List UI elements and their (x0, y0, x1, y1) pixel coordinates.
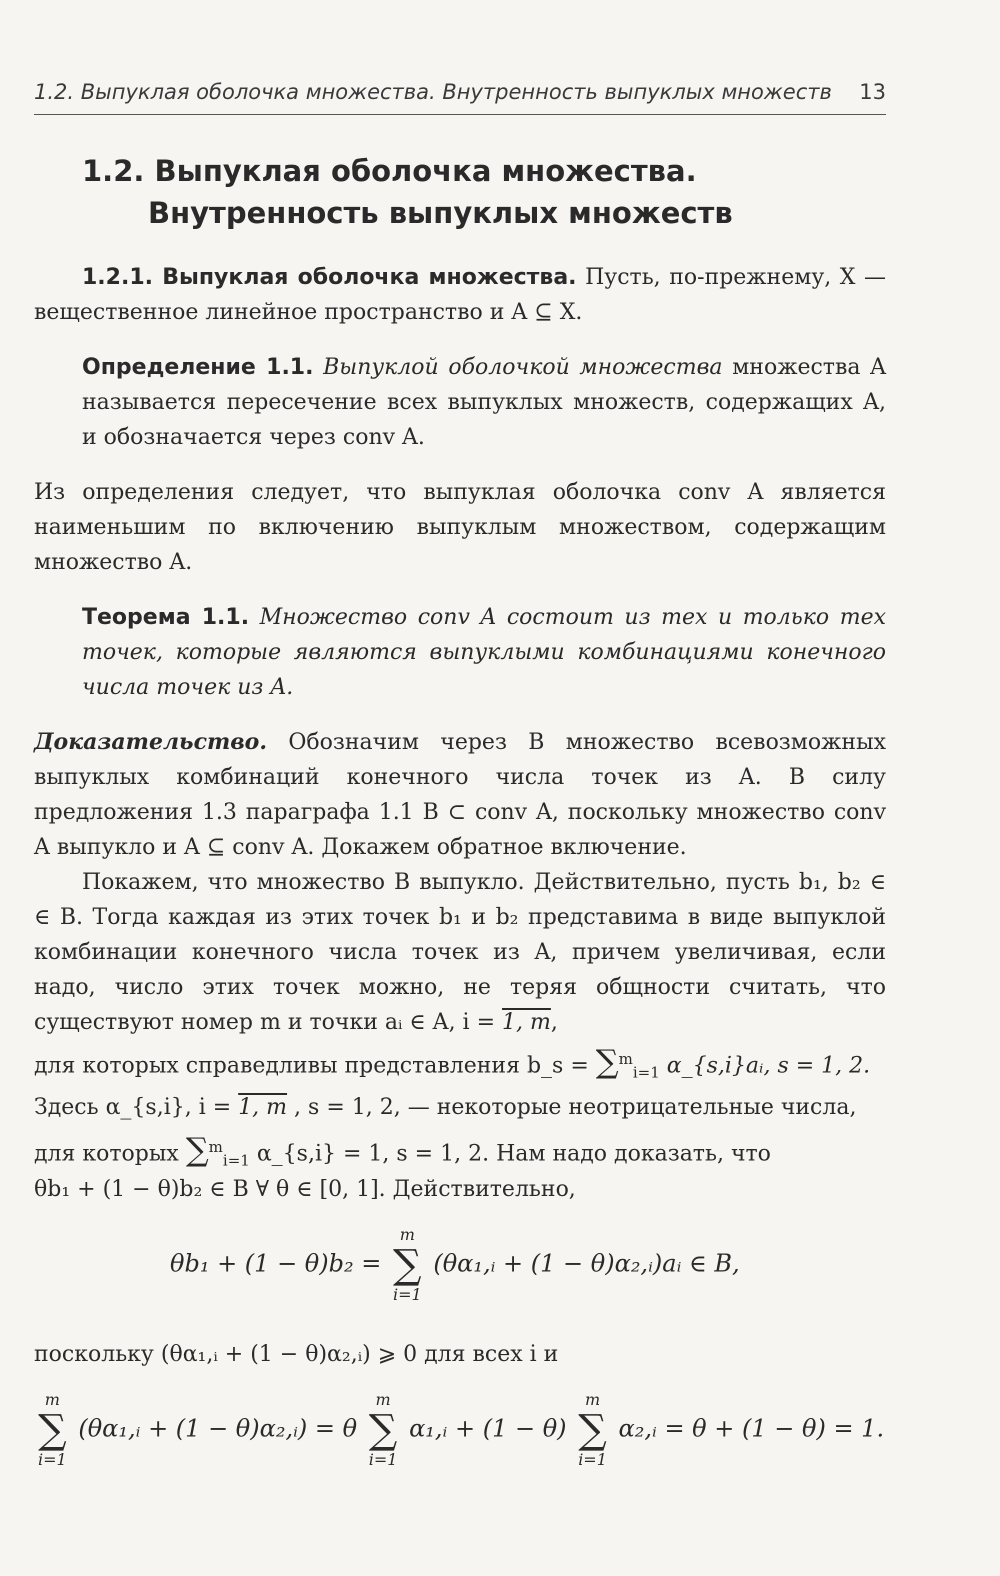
coefficients-line (34, 1090, 886, 1125)
sum-lower-inline-1: i=1 (632, 1063, 660, 1082)
index-range-2: 1, m (238, 1095, 288, 1120)
goal-line: θb₁ + (1 − θ)b₂ ∈ B ∀ θ ∈ [0, 1]. Действительно, (34, 1177, 576, 1202)
eq2-sum2-lower: i=1 (368, 1450, 398, 1469)
equation-2 (34, 1390, 884, 1470)
eq2-sum1-upper: m (44, 1390, 60, 1409)
sum-sign-icon: ∑ (393, 1242, 422, 1288)
definition-label: Определение 1.1. (82, 355, 314, 380)
section-title-line2: Внутренность выпуклых множеств (148, 196, 733, 230)
equation-1 (170, 1225, 740, 1305)
proof-text-2c: для которых справедливы представления b_s = (34, 1053, 589, 1079)
definition-text: множества A называется пересечение всех выпуклых множеств, содержащих A, и обозначается через conv A. (82, 355, 886, 450)
eq2-sum1-lower: i=1 (38, 1450, 67, 1469)
proof-text-2a: Покажем, что множество B выпукло. Действительно, пусть b₁, b₂ ∈ ∈ B. Тогда каждая из этих точек b₁ и b₂ представима в виде выпуклой комбинации конечного числа точек из A, причем увеличивая, если надо, число этих точек можно, не теряя общности считать, что существуют номер m и точки aᵢ ∈ A, i = (34, 870, 886, 1035)
definition-block (82, 350, 886, 455)
page-number: 13 (859, 80, 886, 104)
proof-text-2f: , s = 1, 2, — некоторые неотрицательные числа, (294, 1095, 857, 1120)
eq1-rhs: (θα₁,ᵢ + (1 − θ)α₂,ᵢ)aᵢ ∈ B, (433, 1249, 740, 1278)
header-rule (34, 114, 886, 115)
eq1-lhs: θb₁ + (1 − θ)b₂ = (170, 1249, 382, 1278)
section-title-line1: 1.2. Выпуклая оболочка множества. (82, 154, 697, 188)
proof-text-2e: Здесь α_{s,i}, i = (34, 1095, 232, 1120)
subsection-text: Пусть, по-прежнему, X — вещественное линейное пространство и A ⊆ X. (34, 265, 887, 325)
sum-sign-inline-1: ∑ (595, 1042, 619, 1081)
eq1-sum-upper: m (399, 1225, 415, 1244)
eq1-sum (393, 1225, 422, 1305)
proof-paragraph-2 (34, 865, 886, 1040)
sum-lower-inline-2: i=1 (222, 1151, 250, 1170)
subsection-paragraph (34, 260, 886, 330)
eq2-sum3-lower: i=1 (578, 1450, 607, 1469)
definition-term: Выпуклой оболочкой множества (323, 355, 723, 380)
eq2-sum2-upper: m (375, 1390, 391, 1409)
sum-upper-inline-2: m (208, 1138, 223, 1156)
proof-text-2h: α_{s,i} = 1, s = 1, 2. Нам надо доказать, что (256, 1141, 771, 1167)
subsection-title: 1.2.1. Выпуклая оболочка множества. (82, 265, 577, 290)
eq2-sum-2 (369, 1390, 398, 1470)
proof-text-2d: α_{s,i}aᵢ, s = 1, 2. (666, 1053, 871, 1079)
theorem-block (82, 600, 886, 705)
eq2-part-a: (θα₁,ᵢ + (1 − θ)α₂,ᵢ) = θ (78, 1414, 358, 1443)
eq1-sum-lower: i=1 (392, 1285, 422, 1304)
remark-paragraph: Из определения следует, что выпуклая оболочка conv A является наименьшим по включению выпуклым множеством, содержащим множество A. (34, 480, 886, 575)
section-title (82, 150, 733, 234)
proof-label: Доказательство. (34, 729, 268, 755)
eq2-sum3-upper: m (584, 1390, 601, 1409)
proof-text-1: Обозначим через B множество всевозможных выпуклых комбинаций конечного числа точек из A. В силу предложения 1.3 параграфа 1.1 B ⊂ conv A, поскольку множество conv A выпукло и A ⊆ conv A. Докажем обратное включение. (34, 730, 886, 860)
representation-line (34, 1042, 886, 1091)
running-header (34, 80, 886, 104)
proof-comma: , (550, 1010, 558, 1035)
eq2-part-c: α₂,ᵢ = θ + (1 − θ) = 1. (618, 1414, 885, 1443)
eq2-part-b: α₁,ᵢ + (1 − θ) (409, 1414, 567, 1443)
sum-sign-icon: ∑ (578, 1407, 607, 1453)
running-title: 1.2. Выпуклая оболочка множества. Внутренность выпуклых множеств (34, 80, 832, 104)
eq2-sum-1 (38, 1390, 67, 1470)
eq2-sum-3 (578, 1390, 607, 1470)
sum-upper-inline-1: m (618, 1050, 633, 1068)
index-range: 1, m (502, 1010, 551, 1035)
proof-paragraph-1 (34, 725, 886, 865)
sum-sign-icon: ∑ (38, 1407, 67, 1453)
sum-sign-inline-2: ∑ (185, 1130, 209, 1169)
since-line: поскольку (θα₁,ᵢ + (1 − θ)α₂,ᵢ) ⩾ 0 для всех i и (34, 1342, 559, 1367)
proof-text-2g: для которых (34, 1141, 179, 1167)
sum-sign-icon: ∑ (368, 1407, 398, 1453)
theorem-text: Множество conv A состоит из тех и только тех точек, которые являются выпуклыми комбинациями конечного числа точек из A. (82, 605, 886, 700)
theorem-label: Теорема 1.1. (82, 605, 250, 630)
